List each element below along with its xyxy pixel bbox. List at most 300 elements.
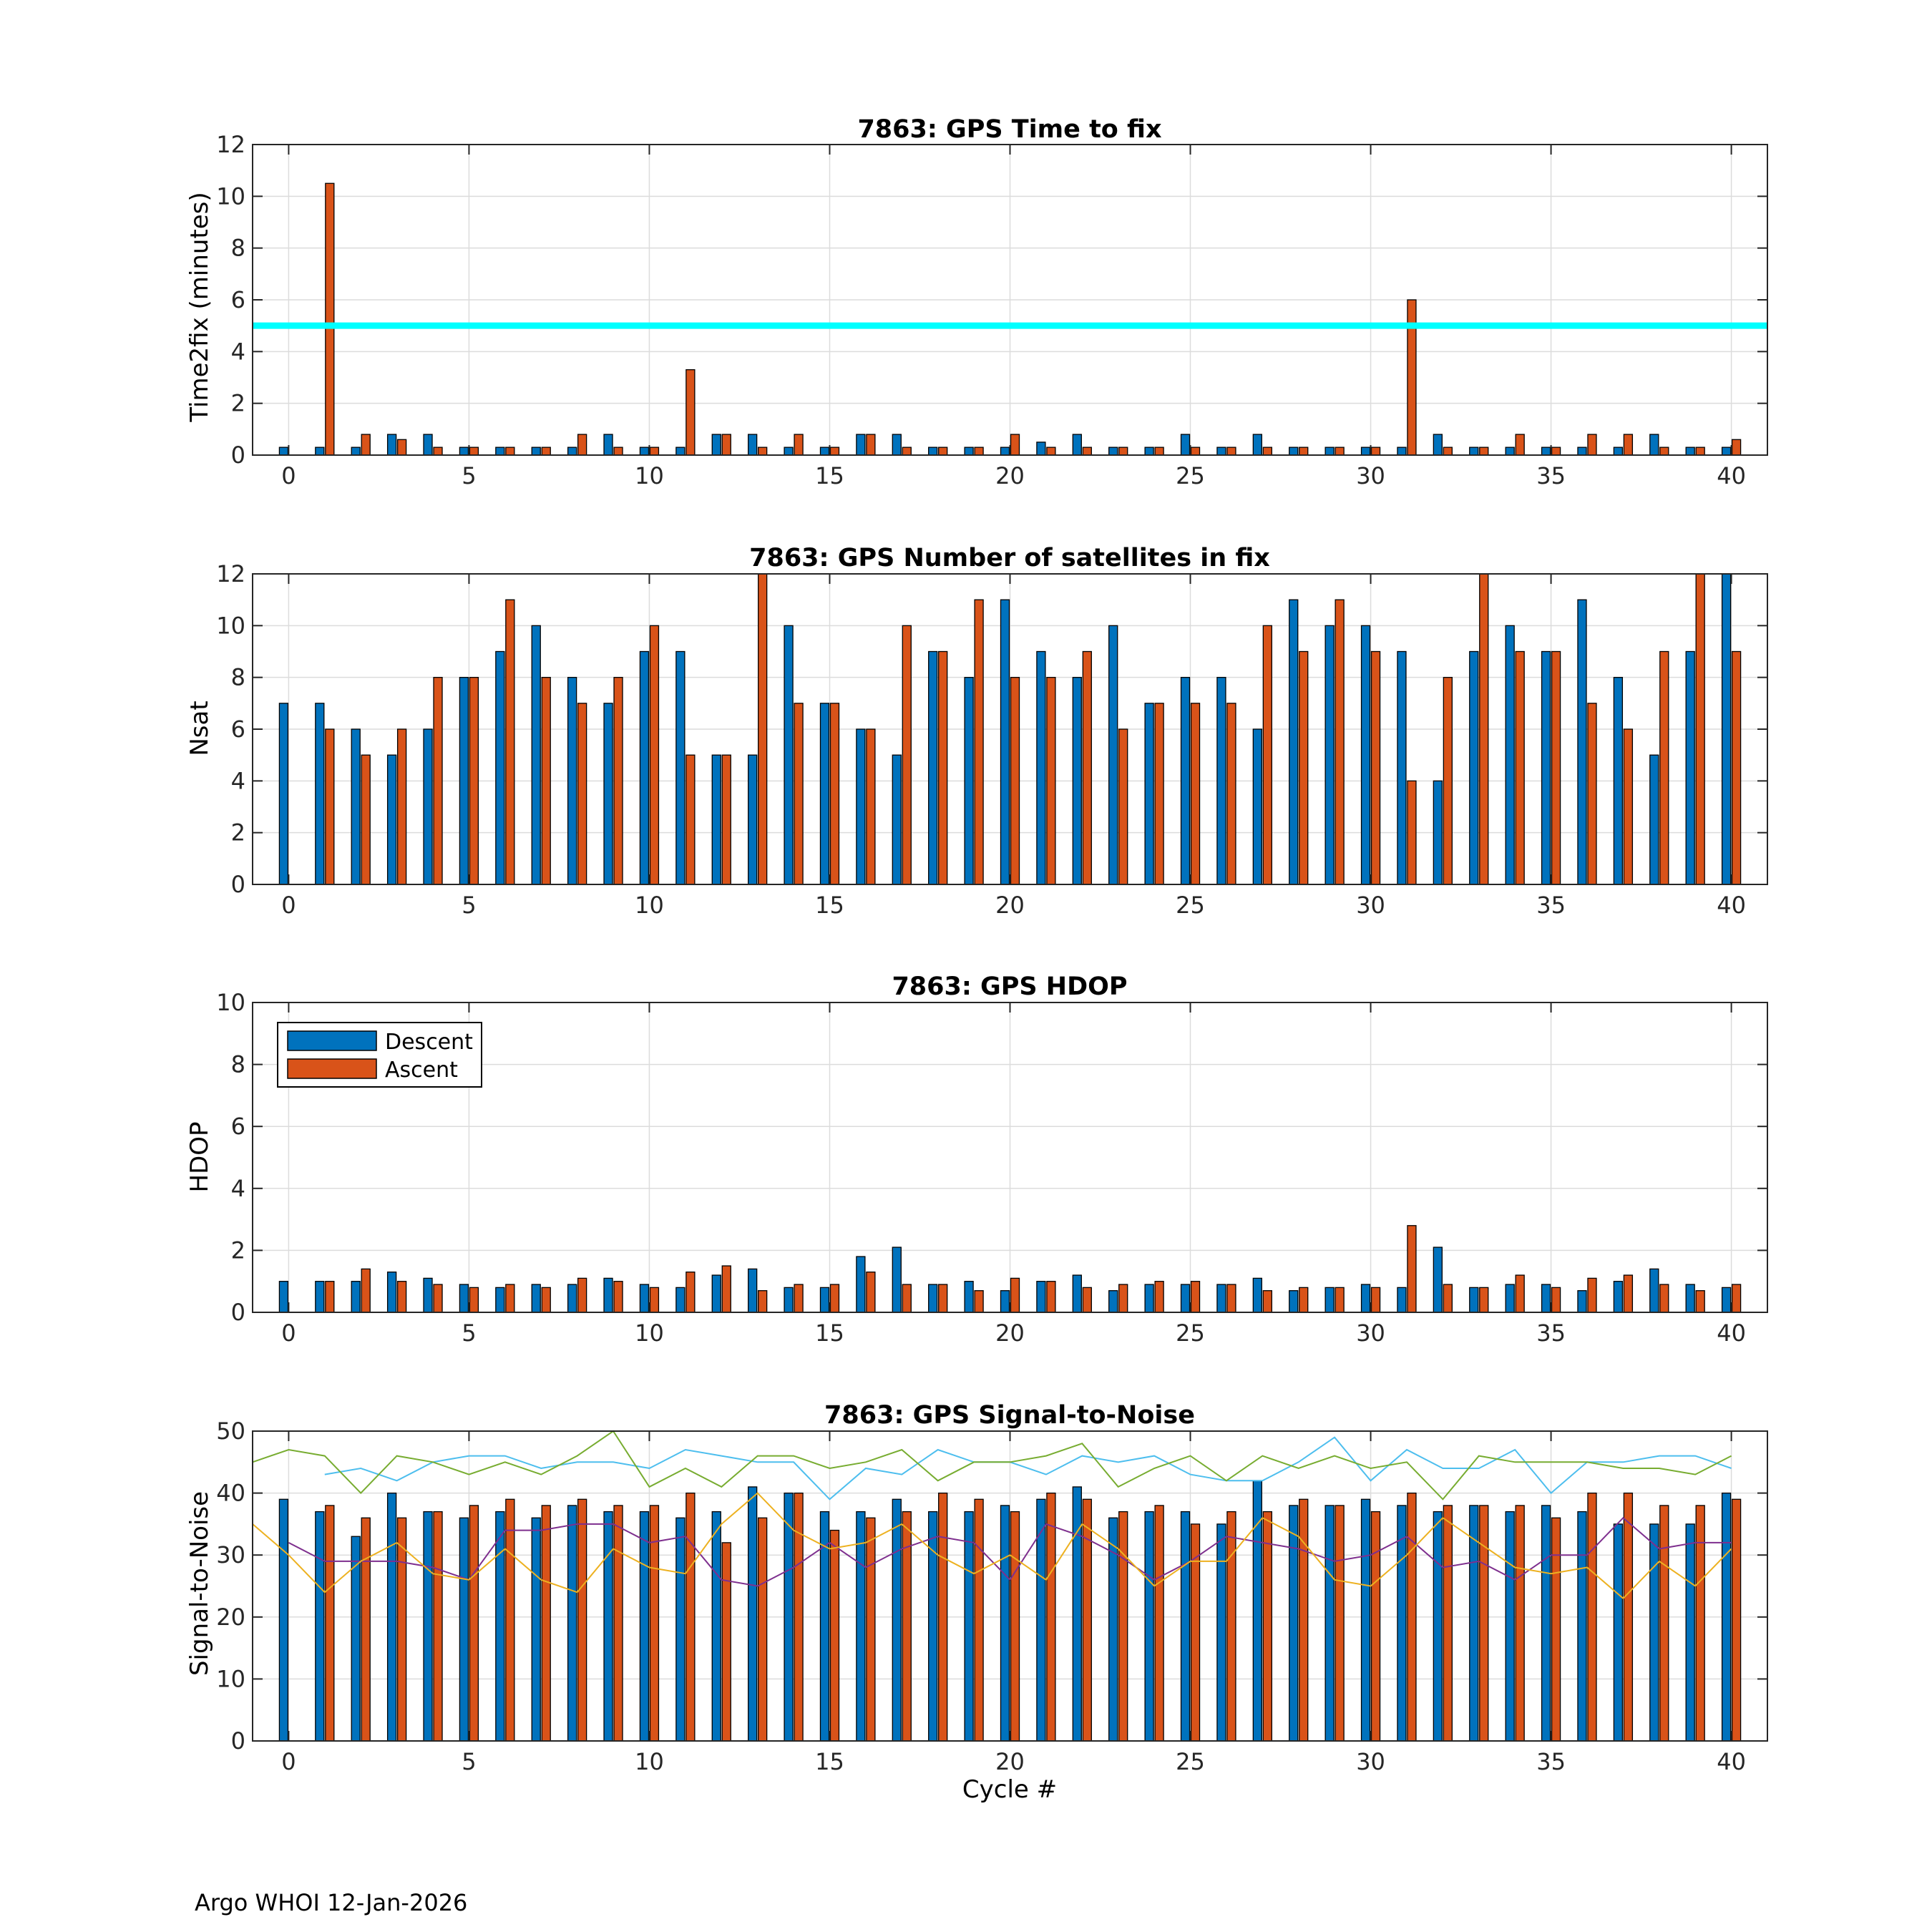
x-tick-label: 15 <box>815 1319 844 1347</box>
bar-ascent <box>1083 1287 1091 1312</box>
y-axis-label: Signal-to-Noise <box>185 1491 214 1677</box>
bar-ascent <box>469 678 478 884</box>
x-tick-label: 25 <box>1176 462 1205 489</box>
bar-descent <box>929 1284 937 1312</box>
bar-ascent <box>902 447 911 455</box>
bar-descent <box>1686 1284 1694 1312</box>
bar-descent <box>820 447 829 455</box>
bar-ascent <box>1660 1506 1669 1741</box>
bar-ascent <box>326 183 334 455</box>
bar-descent <box>820 703 829 884</box>
bar-ascent <box>1732 1284 1741 1312</box>
bar-descent <box>1614 447 1622 455</box>
bar-descent <box>1073 434 1081 455</box>
bar-ascent <box>578 434 587 455</box>
bar-descent <box>820 1287 829 1312</box>
x-tick-label: 10 <box>635 892 664 919</box>
bar-ascent <box>1443 678 1452 884</box>
bar-descent <box>1397 447 1406 455</box>
bar-ascent <box>902 625 911 884</box>
bar-descent <box>532 1284 540 1312</box>
x-tick-label: 25 <box>1176 1319 1205 1347</box>
bar-ascent <box>1372 447 1380 455</box>
footer-credit: Argo WHOI 12-Jan-2026 <box>195 1889 468 1916</box>
bar-descent <box>1433 434 1442 455</box>
bar-descent <box>1650 434 1659 455</box>
bar-ascent <box>326 1282 334 1312</box>
y-tick-label: 12 <box>216 560 245 587</box>
panel-time-to-fix <box>185 115 1767 489</box>
bar-ascent <box>867 1518 875 1741</box>
bar-descent <box>1686 447 1694 455</box>
bar-descent <box>459 678 468 884</box>
bar-descent <box>568 1506 577 1741</box>
bar-ascent <box>1732 439 1741 455</box>
panel-hdop <box>185 972 1767 1347</box>
bar-ascent <box>578 1499 587 1741</box>
bar-descent <box>1217 1524 1226 1741</box>
bar-descent <box>459 1284 468 1312</box>
y-tick-label: 6 <box>230 286 245 313</box>
bar-descent <box>676 1518 685 1741</box>
bar-descent <box>965 447 973 455</box>
bar-ascent <box>506 447 514 455</box>
bar-ascent <box>1191 447 1200 455</box>
bar-ascent <box>398 1282 406 1312</box>
chart-title: 7863: GPS Time to fix <box>857 115 1162 144</box>
bar-descent <box>676 447 685 455</box>
bar-descent <box>1397 652 1406 885</box>
bar-descent <box>1181 434 1190 455</box>
bar-descent <box>1145 1512 1153 1741</box>
bar-descent <box>676 1287 685 1312</box>
bar-ascent <box>326 1506 334 1741</box>
bar-ascent <box>794 1493 803 1741</box>
bar-ascent <box>1624 729 1632 884</box>
bar-ascent <box>939 652 947 885</box>
bar-descent <box>929 652 937 885</box>
bar-descent <box>1506 625 1514 884</box>
bar-descent <box>1433 781 1442 884</box>
bar-ascent <box>975 1291 983 1312</box>
bar-ascent <box>1372 1287 1380 1312</box>
y-tick-label: 4 <box>230 1174 245 1202</box>
bar-ascent <box>650 1287 658 1312</box>
bar-ascent <box>1443 1506 1452 1741</box>
y-axis-label: Nsat <box>185 701 214 756</box>
x-tick-label: 0 <box>281 1748 296 1775</box>
y-tick-label: 0 <box>230 1727 245 1755</box>
bar-descent <box>1362 447 1370 455</box>
bar-descent <box>1722 447 1731 455</box>
bar-ascent <box>686 370 695 455</box>
bar-ascent <box>398 439 406 455</box>
bar-ascent <box>361 1518 370 1741</box>
x-tick-label: 20 <box>995 1319 1025 1347</box>
bar-ascent <box>614 678 623 884</box>
panel-signal-to-noise <box>185 1401 1767 1804</box>
bar-descent <box>1614 678 1622 884</box>
bar-descent <box>279 703 288 884</box>
bar-descent <box>1362 625 1370 884</box>
y-tick-label: 2 <box>230 819 245 847</box>
y-tick-label: 10 <box>216 182 245 210</box>
bar-descent <box>1217 1284 1226 1312</box>
bar-descent <box>748 434 757 455</box>
x-tick-label: 10 <box>635 462 664 489</box>
bar-ascent <box>506 1499 514 1741</box>
x-tick-label: 5 <box>462 892 477 919</box>
bar-ascent <box>794 434 803 455</box>
x-tick-label: 35 <box>1536 1748 1566 1775</box>
bar-descent <box>568 678 577 884</box>
bar-ascent <box>1227 1284 1236 1312</box>
bar-ascent <box>1624 434 1632 455</box>
bar-descent <box>784 1493 793 1741</box>
y-tick-label: 12 <box>216 131 245 158</box>
bar-ascent <box>1480 1506 1488 1741</box>
y-tick-label: 10 <box>216 1665 245 1693</box>
bar-descent <box>496 1512 504 1741</box>
bar-ascent <box>1552 652 1561 885</box>
bar-ascent <box>361 755 370 884</box>
bar-descent <box>929 1512 937 1741</box>
bar-descent <box>892 1247 901 1312</box>
bar-ascent <box>975 600 983 884</box>
bar-ascent <box>939 447 947 455</box>
legend <box>278 1023 482 1087</box>
bar-descent <box>351 1536 360 1741</box>
bar-descent <box>1614 1524 1622 1741</box>
bar-descent <box>459 1518 468 1741</box>
bar-descent <box>748 1487 757 1741</box>
y-tick-label: 8 <box>230 663 245 691</box>
bar-descent <box>1650 1524 1659 1741</box>
y-tick-label: 0 <box>230 1299 245 1326</box>
bar-ascent <box>506 1284 514 1312</box>
bar-descent <box>568 447 577 455</box>
bar-descent <box>604 1278 613 1312</box>
bar-descent <box>1506 1512 1514 1741</box>
bar-descent <box>424 1278 432 1312</box>
bar-ascent <box>1480 447 1488 455</box>
bar-descent <box>1109 625 1118 884</box>
bar-ascent <box>578 703 587 884</box>
bar-ascent <box>1263 447 1272 455</box>
bar-ascent <box>758 1291 767 1312</box>
bar-descent <box>892 1499 901 1741</box>
bar-ascent <box>1588 703 1596 884</box>
bar-ascent <box>1155 1506 1163 1741</box>
legend-label-ascent: Ascent <box>385 1058 458 1083</box>
bar-descent <box>1145 1284 1153 1312</box>
y-tick-label: 4 <box>230 767 245 795</box>
bar-ascent <box>614 1506 623 1741</box>
bar-descent <box>1289 600 1298 884</box>
bar-ascent <box>578 1278 587 1312</box>
bar-ascent <box>1083 652 1091 885</box>
bar-descent <box>1397 1287 1406 1312</box>
bar-ascent <box>1552 447 1561 455</box>
bar-ascent <box>1155 447 1163 455</box>
bar-descent <box>1650 1269 1659 1312</box>
bar-descent <box>316 1282 324 1312</box>
y-tick-label: 10 <box>216 612 245 640</box>
bar-ascent <box>361 1269 370 1312</box>
bar-descent <box>1253 729 1262 884</box>
x-tick-label: 35 <box>1536 1319 1566 1347</box>
chart-title: 7863: GPS HDOP <box>892 972 1128 1001</box>
y-tick-label: 6 <box>230 1113 245 1141</box>
bar-ascent <box>1047 447 1055 455</box>
bar-descent <box>1325 1287 1334 1312</box>
bar-ascent <box>1696 447 1704 455</box>
x-tick-label: 15 <box>815 892 844 919</box>
x-tick-label: 10 <box>635 1319 664 1347</box>
bar-descent <box>1181 1512 1190 1741</box>
bar-descent <box>1578 1512 1586 1741</box>
bar-ascent <box>434 678 442 884</box>
bar-descent <box>1470 447 1478 455</box>
x-tick-label: 5 <box>462 1319 477 1347</box>
bar-descent <box>568 1284 577 1312</box>
panel-number-of-satellites <box>185 544 1767 919</box>
x-tick-label: 40 <box>1717 1748 1746 1775</box>
y-axis-label: HDOP <box>185 1121 214 1193</box>
bar-ascent <box>1011 1512 1020 1741</box>
bar-ascent <box>1299 1287 1308 1312</box>
bar-ascent <box>830 703 839 884</box>
bar-descent <box>712 1275 721 1312</box>
bar-ascent <box>542 1506 550 1741</box>
bar-descent <box>316 447 324 455</box>
bar-descent <box>857 729 865 884</box>
y-tick-label: 0 <box>230 871 245 898</box>
bar-descent <box>1470 652 1478 885</box>
bar-descent <box>1542 652 1551 885</box>
bar-ascent <box>686 755 695 884</box>
legend-swatch-ascent <box>288 1059 376 1078</box>
bar-descent <box>1325 1506 1334 1741</box>
bar-descent <box>640 447 648 455</box>
bar-descent <box>1145 703 1153 884</box>
bar-ascent <box>1660 1284 1669 1312</box>
bar-ascent <box>1155 703 1163 884</box>
x-tick-label: 0 <box>281 892 296 919</box>
bar-descent <box>1217 678 1226 884</box>
bar-ascent <box>542 447 550 455</box>
bar-descent <box>496 1287 504 1312</box>
bar-descent <box>1722 1287 1731 1312</box>
bar-ascent <box>1696 1291 1704 1312</box>
bar-ascent <box>1407 781 1416 884</box>
y-tick-label: 30 <box>216 1541 245 1569</box>
bar-descent <box>784 447 793 455</box>
bar-descent <box>1542 447 1551 455</box>
bar-ascent <box>1227 703 1236 884</box>
bar-ascent <box>830 447 839 455</box>
bar-descent <box>496 652 504 885</box>
y-tick-label: 2 <box>230 1236 245 1264</box>
bar-ascent <box>1552 1518 1561 1741</box>
plot-area <box>216 1418 1767 1775</box>
bar-descent <box>892 755 901 884</box>
bar-ascent <box>939 1493 947 1741</box>
bar-descent <box>1217 447 1226 455</box>
bar-descent <box>640 1512 648 1741</box>
bar-ascent <box>722 1266 731 1312</box>
bar-descent <box>1073 1487 1081 1741</box>
bar-descent <box>388 755 396 884</box>
bar-ascent <box>1119 1284 1128 1312</box>
y-tick-label: 4 <box>230 338 245 366</box>
bar-descent <box>351 447 360 455</box>
y-tick-label: 20 <box>216 1603 245 1631</box>
bar-descent <box>1253 434 1262 455</box>
x-tick-label: 20 <box>995 892 1025 919</box>
bar-descent <box>1325 625 1334 884</box>
y-tick-label: 10 <box>216 989 245 1016</box>
bar-ascent <box>1516 1506 1524 1741</box>
bar-descent <box>1325 447 1334 455</box>
y-tick-label: 0 <box>230 441 245 469</box>
bar-ascent <box>326 729 334 884</box>
x-tick-label: 35 <box>1536 892 1566 919</box>
bar-descent <box>1181 1284 1190 1312</box>
bar-descent <box>1433 1512 1442 1741</box>
bar-descent <box>388 434 396 455</box>
bar-descent <box>1650 755 1659 884</box>
bar-ascent <box>542 678 550 884</box>
bar-ascent <box>469 447 478 455</box>
x-tick-label: 10 <box>635 1748 664 1775</box>
bar-descent <box>1289 1291 1298 1312</box>
bar-ascent <box>939 1284 947 1312</box>
bar-descent <box>388 1272 396 1312</box>
bar-descent <box>1362 1284 1370 1312</box>
bar-descent <box>1001 1506 1010 1741</box>
bar-ascent <box>361 434 370 455</box>
bar-descent <box>604 1512 613 1741</box>
bar-descent <box>1289 447 1298 455</box>
bar-descent <box>1686 652 1694 885</box>
bar-descent <box>316 1512 324 1741</box>
bar-descent <box>1506 1284 1514 1312</box>
bar-ascent <box>902 1284 911 1312</box>
bar-descent <box>1722 1493 1731 1741</box>
bar-ascent <box>1732 1499 1741 1741</box>
bar-descent <box>1037 442 1045 455</box>
bar-descent <box>1001 1291 1010 1312</box>
bar-descent <box>640 1284 648 1312</box>
bar-descent <box>929 447 937 455</box>
bar-ascent <box>1119 729 1128 884</box>
x-tick-label: 15 <box>815 1748 844 1775</box>
x-tick-label: 25 <box>1176 892 1205 919</box>
bar-ascent <box>830 1284 839 1312</box>
y-tick-label: 2 <box>230 389 245 417</box>
bar-descent <box>857 434 865 455</box>
bar-descent <box>424 434 432 455</box>
bar-descent <box>424 729 432 884</box>
bar-ascent <box>434 1512 442 1741</box>
x-tick-label: 5 <box>462 462 477 489</box>
bar-ascent <box>1119 447 1128 455</box>
bar-descent <box>1578 600 1586 884</box>
bar-ascent <box>975 447 983 455</box>
x-tick-label: 40 <box>1717 462 1746 489</box>
bar-ascent <box>722 1543 731 1741</box>
bar-ascent <box>398 1518 406 1741</box>
legend-swatch-descent <box>288 1031 376 1050</box>
bar-descent <box>532 1518 540 1741</box>
y-axis-label: Time2fix (minutes) <box>185 192 214 422</box>
bar-ascent <box>1011 678 1020 884</box>
bar-descent <box>1001 447 1010 455</box>
bar-descent <box>1578 447 1586 455</box>
bar-ascent <box>975 1499 983 1741</box>
bar-ascent <box>1588 1278 1596 1312</box>
bar-descent <box>1722 574 1731 884</box>
bar-descent <box>1001 600 1010 884</box>
bar-ascent <box>867 1272 875 1312</box>
bar-ascent <box>794 703 803 884</box>
x-tick-label: 20 <box>995 462 1025 489</box>
bar-ascent <box>1011 1278 1020 1312</box>
bar-ascent <box>722 755 731 884</box>
bar-descent <box>316 703 324 884</box>
y-tick-label: 6 <box>230 716 245 743</box>
x-tick-label: 40 <box>1717 892 1746 919</box>
bar-descent <box>1109 1291 1118 1312</box>
bar-descent <box>604 434 613 455</box>
bar-descent <box>1614 1282 1622 1312</box>
y-tick-label: 8 <box>230 1050 245 1078</box>
bar-ascent <box>1660 652 1669 885</box>
bar-ascent <box>1299 652 1308 885</box>
bar-ascent <box>469 1287 478 1312</box>
bar-ascent <box>1335 1287 1344 1312</box>
bar-ascent <box>1299 1499 1308 1741</box>
bar-descent <box>1145 447 1153 455</box>
bar-ascent <box>1407 1493 1416 1741</box>
bar-ascent <box>867 434 875 455</box>
bar-descent <box>351 729 360 884</box>
bar-ascent <box>650 447 658 455</box>
bar-descent <box>1470 1287 1478 1312</box>
bar-descent <box>279 1282 288 1312</box>
bar-descent <box>712 755 721 884</box>
chart-title: 7863: GPS Signal-to-Noise <box>824 1401 1195 1430</box>
bar-ascent <box>758 574 767 884</box>
bar-ascent <box>542 1287 550 1312</box>
bar-descent <box>496 447 504 455</box>
bar-descent <box>459 447 468 455</box>
bar-ascent <box>1696 1506 1704 1741</box>
x-tick-label: 15 <box>815 462 844 489</box>
bar-ascent <box>686 1493 695 1741</box>
bar-ascent <box>398 729 406 884</box>
bar-ascent <box>1335 1506 1344 1741</box>
x-tick-label: 30 <box>1356 1748 1385 1775</box>
bar-ascent <box>614 1282 623 1312</box>
y-tick-label: 8 <box>230 234 245 262</box>
plot-area <box>216 560 1767 919</box>
bar-descent <box>1109 447 1118 455</box>
bar-descent <box>1037 652 1045 885</box>
bar-ascent <box>1335 447 1344 455</box>
plot-area <box>216 131 1767 489</box>
